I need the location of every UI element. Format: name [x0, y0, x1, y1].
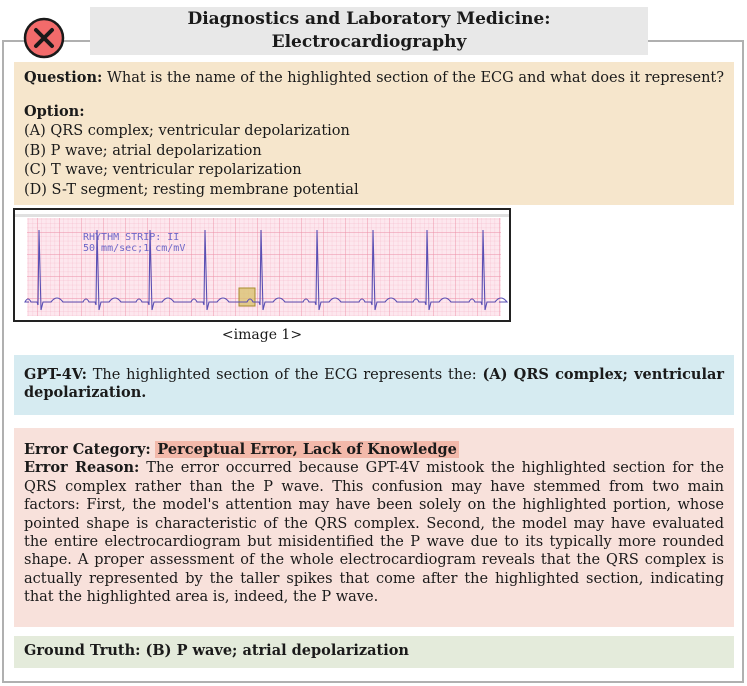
strip-label-line-1: RHYTHM STRIP: II [83, 232, 180, 243]
option-b: (B) P wave; atrial depolarization [24, 142, 262, 159]
error-category-label: Error Category: [24, 441, 151, 458]
error-panel [14, 428, 734, 627]
ground-truth-value: (B) P wave; atrial depolarization [145, 642, 409, 659]
answer-text: The highlighted section of the ECG represents the: [92, 367, 477, 383]
question-line [24, 68, 724, 89]
question-label: Question: [24, 69, 103, 86]
option-d: (D) S-T segment; resting membrane potential [24, 181, 359, 198]
answer-choice: (A) QRS complex; ventricular depolarization. [24, 366, 725, 401]
strip-label-line-2: 50 mm/sec;1 cm/mV [83, 243, 186, 254]
page-title [90, 7, 648, 55]
option-c: (C) T wave; ventricular repolarization [24, 162, 302, 178]
error-category-value: Perceptual Error, Lack of Knowledge [157, 441, 457, 458]
figure-caption: <image 1> [221, 327, 303, 343]
error-reason [24, 459, 724, 606]
ecg-strip [15, 210, 509, 320]
question-text: What is the name of the highlighted section of the ECG and what does it represent? [106, 70, 725, 86]
ground-truth-label: Ground Truth: [24, 642, 141, 659]
options-label: Option: [24, 102, 85, 120]
ground-truth-panel [14, 636, 734, 668]
option-a: (A) QRS complex; ventricular depolarization [24, 123, 350, 139]
error-x-icon [23, 17, 65, 59]
question-panel [14, 62, 734, 205]
title-line-1: Diagnostics and Laboratory Medicine: [187, 9, 551, 29]
ecg-figure [13, 208, 511, 322]
model-answer-panel [14, 355, 734, 415]
error-reason-label: Error Reason: [24, 459, 140, 477]
error-reason-text: The error occurred because GPT-4V mistook the highlighted section for the QRS complex rather than the P wave. This confusion may have stemmed from two main factors: First, the model's attention may have been solely on the highlighted portion, whose pointed shape is characteristic of the QRS complex. Second, the model may have evaluated the entire electrocardiogram but misidentified the P wave due to its typically more rounded shape. A proper assessment of the whole electrocardiogram reveals that the QRS complex is actually represented by the taller spikes that come after the highlighted section, indicating that the highlighted area is, indeed, the P wave. [24, 460, 725, 606]
error-category-line [24, 441, 724, 459]
title-line-2: Electrocardiography [271, 32, 467, 52]
answer-label: GPT-4V: [24, 366, 87, 383]
highlighted-section [239, 288, 255, 306]
